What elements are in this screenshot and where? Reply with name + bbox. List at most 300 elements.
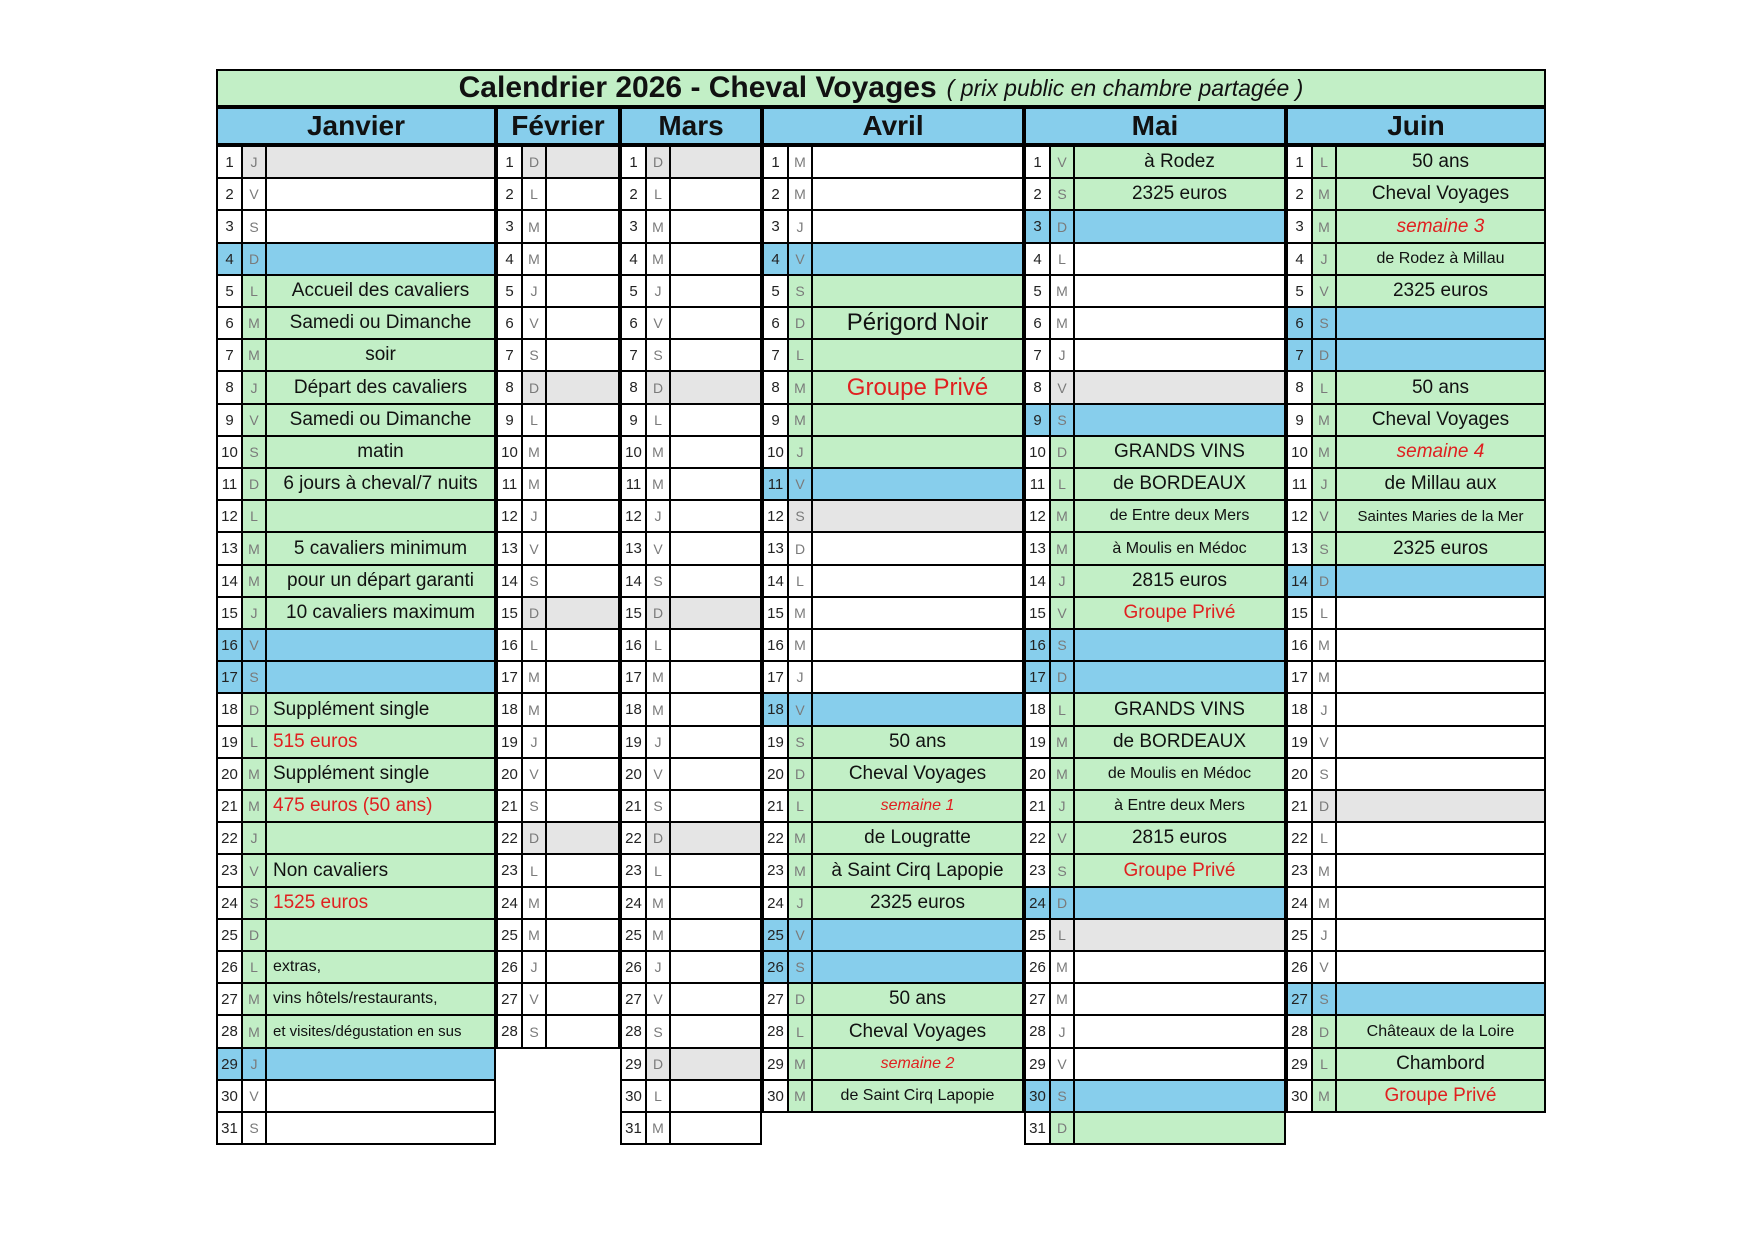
- day-cell-juin-24: [1335, 886, 1546, 920]
- day-number: 27: [1286, 982, 1313, 1016]
- day-number: 12: [620, 499, 647, 533]
- day-cell-juin-20: [1335, 757, 1546, 791]
- day-cell-avril-19: 50 ans: [811, 725, 1024, 759]
- day-number: 24: [620, 886, 647, 920]
- day-cell-fevrier-19: [545, 725, 620, 759]
- day-cell-mai-16: [1073, 628, 1286, 662]
- day-number: 18: [216, 692, 243, 727]
- day-cell-mars-2: [669, 177, 762, 211]
- day-number: 21: [1286, 789, 1313, 823]
- weekday-letter: D: [1311, 338, 1337, 372]
- month-header-mars: Mars: [620, 107, 762, 145]
- day-number: 20: [496, 757, 523, 791]
- day-number: 29: [1024, 1047, 1051, 1081]
- title-main: Calendrier 2026 - Cheval Voyages: [458, 71, 937, 104]
- day-cell-janvier-10: matin: [265, 435, 496, 469]
- day-number: 22: [1286, 821, 1313, 855]
- day-number: 5: [620, 274, 647, 308]
- day-cell-janvier-18: Supplément single: [265, 692, 496, 727]
- day-number: 14: [762, 564, 789, 598]
- day-number: 16: [1024, 628, 1051, 662]
- weekday-letter: L: [241, 725, 267, 759]
- weekday-letter: J: [521, 950, 547, 984]
- day-cell-janvier-25: [265, 918, 496, 952]
- day-cell-mars-18: [669, 692, 762, 727]
- day-number: 1: [620, 145, 647, 179]
- month-header-janvier: Janvier: [216, 107, 496, 145]
- weekday-letter: S: [521, 789, 547, 823]
- day-number: 25: [1024, 918, 1051, 952]
- day-number: 16: [216, 628, 243, 662]
- weekday-letter: S: [787, 950, 813, 984]
- day-number: 14: [620, 564, 647, 598]
- day-cell-avril-1: [811, 145, 1024, 179]
- weekday-letter: L: [645, 853, 671, 888]
- day-cell-avril-11: [811, 467, 1024, 501]
- weekday-letter: L: [1311, 1047, 1337, 1081]
- weekday-letter: J: [1049, 789, 1075, 823]
- day-cell-janvier-12: [265, 499, 496, 533]
- day-cell-mars-12: [669, 499, 762, 533]
- day-number: 7: [620, 338, 647, 372]
- day-number: 26: [1286, 950, 1313, 984]
- weekday-letter: L: [645, 1079, 671, 1113]
- day-cell-mars-26: [669, 950, 762, 984]
- weekday-letter: J: [241, 1047, 267, 1081]
- day-cell-mai-2: 2325 euros: [1073, 177, 1286, 211]
- weekday-letter: J: [1311, 242, 1337, 276]
- day-cell-fevrier-27: [545, 982, 620, 1016]
- day-cell-mars-1: [669, 145, 762, 179]
- day-number: 14: [496, 564, 523, 598]
- day-cell-mai-3: [1073, 209, 1286, 244]
- day-number: 1: [762, 145, 789, 179]
- day-number: 26: [216, 950, 243, 984]
- day-number: 5: [1024, 274, 1051, 308]
- weekday-letter: D: [787, 531, 813, 566]
- day-number: 31: [620, 1111, 647, 1145]
- day-cell-mai-12: de Entre deux Mers: [1073, 499, 1286, 533]
- day-cell-mars-23: [669, 853, 762, 888]
- day-cell-janvier-26: extras,: [265, 950, 496, 984]
- weekday-letter: S: [521, 338, 547, 372]
- weekday-letter: M: [1049, 725, 1075, 759]
- day-number: 15: [1024, 596, 1051, 630]
- weekday-letter: S: [1049, 1079, 1075, 1113]
- day-cell-janvier-27: vins hôtels/restaurants,: [265, 982, 496, 1016]
- day-cell-juin-3: semaine 3: [1335, 209, 1546, 244]
- day-cell-juin-5: 2325 euros: [1335, 274, 1546, 308]
- day-number: 10: [762, 435, 789, 469]
- day-number: 25: [620, 918, 647, 952]
- day-number: 3: [1024, 209, 1051, 244]
- day-cell-fevrier-5: [545, 274, 620, 308]
- weekday-letter: L: [521, 853, 547, 888]
- weekday-letter: M: [645, 692, 671, 727]
- day-cell-avril-28: Cheval Voyages: [811, 1014, 1024, 1049]
- weekday-letter: V: [1049, 1047, 1075, 1081]
- weekday-letter: S: [1049, 177, 1075, 211]
- day-number: 11: [496, 467, 523, 501]
- day-number: 26: [620, 950, 647, 984]
- day-cell-juin-11: de Millau aux: [1335, 467, 1546, 501]
- weekday-letter: J: [645, 499, 671, 533]
- weekday-letter: M: [1311, 853, 1337, 888]
- day-number: 22: [496, 821, 523, 855]
- day-cell-fevrier-15: [545, 596, 620, 630]
- day-number: 15: [1286, 596, 1313, 630]
- day-number: 22: [216, 821, 243, 855]
- weekday-letter: M: [1049, 757, 1075, 791]
- day-cell-mai-6: [1073, 306, 1286, 340]
- weekday-letter: D: [521, 370, 547, 405]
- weekday-letter: L: [521, 403, 547, 437]
- day-number: 8: [1024, 370, 1051, 405]
- day-number: 24: [216, 886, 243, 920]
- weekday-letter: V: [1311, 725, 1337, 759]
- day-cell-mai-14: 2815 euros: [1073, 564, 1286, 598]
- weekday-letter: D: [645, 145, 671, 179]
- day-cell-fevrier-28: [545, 1014, 620, 1049]
- day-cell-mars-5: [669, 274, 762, 308]
- day-number: 17: [496, 660, 523, 694]
- weekday-letter: J: [241, 145, 267, 179]
- day-cell-juin-26: [1335, 950, 1546, 984]
- weekday-letter: M: [1049, 982, 1075, 1016]
- weekday-letter: D: [787, 757, 813, 791]
- weekday-letter: V: [787, 692, 813, 727]
- weekday-letter: J: [645, 274, 671, 308]
- weekday-letter: V: [521, 757, 547, 791]
- day-cell-mars-28: [669, 1014, 762, 1049]
- weekday-letter: M: [787, 1047, 813, 1081]
- weekday-letter: S: [645, 338, 671, 372]
- day-number: 2: [216, 177, 243, 211]
- day-cell-janvier-19: 515 euros: [265, 725, 496, 759]
- day-number: 3: [496, 209, 523, 244]
- weekday-letter: M: [1311, 435, 1337, 469]
- weekday-letter: D: [645, 596, 671, 630]
- weekday-letter: J: [645, 950, 671, 984]
- day-cell-juin-30: Groupe Privé: [1335, 1079, 1546, 1113]
- day-cell-fevrier-1: [545, 145, 620, 179]
- weekday-letter: S: [1311, 982, 1337, 1016]
- day-cell-mai-30: [1073, 1079, 1286, 1113]
- day-number: 7: [1286, 338, 1313, 372]
- day-cell-avril-18: [811, 692, 1024, 727]
- weekday-letter: V: [521, 306, 547, 340]
- day-number: 16: [1286, 628, 1313, 662]
- day-cell-mars-27: [669, 982, 762, 1016]
- day-number: 24: [1286, 886, 1313, 920]
- day-cell-avril-24: 2325 euros: [811, 886, 1024, 920]
- weekday-letter: V: [1049, 821, 1075, 855]
- day-cell-mars-21: [669, 789, 762, 823]
- day-number: 6: [496, 306, 523, 340]
- day-cell-avril-9: [811, 403, 1024, 437]
- day-number: 19: [1024, 725, 1051, 759]
- day-number: 9: [216, 403, 243, 437]
- weekday-letter: S: [787, 725, 813, 759]
- day-cell-avril-12: [811, 499, 1024, 533]
- weekday-letter: S: [645, 564, 671, 598]
- day-cell-janvier-2: [265, 177, 496, 211]
- day-cell-mai-28: [1073, 1014, 1286, 1049]
- day-number: 19: [1286, 725, 1313, 759]
- day-number: 17: [620, 660, 647, 694]
- weekday-letter: M: [1311, 628, 1337, 662]
- month-header-mai: Mai: [1024, 107, 1286, 145]
- day-number: 4: [216, 242, 243, 276]
- weekday-letter: M: [645, 242, 671, 276]
- day-cell-mai-21: à Entre deux Mers: [1073, 789, 1286, 823]
- day-number: 17: [216, 660, 243, 694]
- day-cell-mai-25: [1073, 918, 1286, 952]
- month-header-fevrier: Février: [496, 107, 620, 145]
- day-number: 29: [216, 1047, 243, 1081]
- day-cell-avril-3: [811, 209, 1024, 244]
- day-cell-mai-15: Groupe Privé: [1073, 596, 1286, 630]
- day-number: 8: [1286, 370, 1313, 405]
- day-cell-janvier-14: pour un départ garanti: [265, 564, 496, 598]
- day-cell-avril-2: [811, 177, 1024, 211]
- day-number: 15: [620, 596, 647, 630]
- day-cell-janvier-13: 5 cavaliers minimum: [265, 531, 496, 566]
- day-cell-mars-14: [669, 564, 762, 598]
- weekday-letter: M: [1049, 274, 1075, 308]
- day-number: 17: [1286, 660, 1313, 694]
- day-number: 7: [216, 338, 243, 372]
- day-number: 25: [216, 918, 243, 952]
- title-subtitle: ( prix public en chambre partagée ): [946, 74, 1304, 101]
- day-number: 1: [216, 145, 243, 179]
- calendar-title: [216, 69, 1546, 107]
- weekday-letter: S: [241, 886, 267, 920]
- weekday-letter: V: [1049, 145, 1075, 179]
- weekday-letter: M: [241, 982, 267, 1016]
- day-number: 2: [762, 177, 789, 211]
- weekday-letter: V: [241, 628, 267, 662]
- weekday-letter: V: [241, 177, 267, 211]
- day-number: 5: [1286, 274, 1313, 308]
- day-cell-avril-10: [811, 435, 1024, 469]
- day-number: 9: [1024, 403, 1051, 437]
- day-cell-janvier-6: Samedi ou Dimanche: [265, 306, 496, 340]
- day-number: 2: [620, 177, 647, 211]
- day-cell-fevrier-9: [545, 403, 620, 437]
- day-cell-mars-19: [669, 725, 762, 759]
- weekday-letter: M: [787, 596, 813, 630]
- weekday-letter: S: [241, 435, 267, 469]
- day-number: 28: [762, 1014, 789, 1049]
- day-number: 3: [1286, 209, 1313, 244]
- day-cell-fevrier-23: [545, 853, 620, 888]
- weekday-letter: S: [1049, 628, 1075, 662]
- weekday-letter: V: [787, 467, 813, 501]
- day-number: 30: [216, 1079, 243, 1113]
- weekday-letter: M: [241, 1014, 267, 1049]
- weekday-letter: J: [1311, 918, 1337, 952]
- day-number: 4: [762, 242, 789, 276]
- day-number: 25: [1286, 918, 1313, 952]
- day-cell-fevrier-10: [545, 435, 620, 469]
- day-number: 21: [496, 789, 523, 823]
- weekday-letter: V: [645, 531, 671, 566]
- day-cell-juin-13: 2325 euros: [1335, 531, 1546, 566]
- day-number: 15: [216, 596, 243, 630]
- day-cell-mars-10: [669, 435, 762, 469]
- weekday-letter: M: [1311, 177, 1337, 211]
- day-number: 9: [762, 403, 789, 437]
- day-cell-janvier-28: et visites/dégustation en sus: [265, 1014, 496, 1049]
- day-number: 5: [496, 274, 523, 308]
- weekday-letter: M: [241, 531, 267, 566]
- weekday-letter: M: [1311, 886, 1337, 920]
- day-cell-mai-7: [1073, 338, 1286, 372]
- day-cell-mars-15: [669, 596, 762, 630]
- day-cell-janvier-5: Accueil des cavaliers: [265, 274, 496, 308]
- day-number: 23: [1024, 853, 1051, 888]
- weekday-letter: M: [1049, 499, 1075, 533]
- day-number: 14: [1024, 564, 1051, 598]
- day-number: 3: [762, 209, 789, 244]
- day-number: 4: [496, 242, 523, 276]
- weekday-letter: D: [521, 821, 547, 855]
- weekday-letter: L: [1049, 242, 1075, 276]
- weekday-letter: S: [241, 209, 267, 244]
- day-cell-fevrier-21: [545, 789, 620, 823]
- day-cell-fevrier-8: [545, 370, 620, 405]
- day-number: 8: [496, 370, 523, 405]
- day-cell-avril-4: [811, 242, 1024, 276]
- weekday-letter: J: [787, 886, 813, 920]
- day-cell-avril-15: [811, 596, 1024, 630]
- weekday-letter: J: [241, 370, 267, 405]
- day-cell-fevrier-11: [545, 467, 620, 501]
- day-number: 16: [620, 628, 647, 662]
- day-cell-mars-6: [669, 306, 762, 340]
- weekday-letter: V: [521, 982, 547, 1016]
- day-number: 15: [762, 596, 789, 630]
- weekday-letter: J: [241, 821, 267, 855]
- day-number: 28: [216, 1014, 243, 1049]
- weekday-letter: J: [787, 435, 813, 469]
- day-number: 30: [620, 1079, 647, 1113]
- day-cell-mai-23: Groupe Privé: [1073, 853, 1286, 888]
- day-cell-janvier-21: 475 euros (50 ans): [265, 789, 496, 823]
- weekday-letter: M: [787, 177, 813, 211]
- weekday-letter: L: [241, 499, 267, 533]
- weekday-letter: J: [521, 274, 547, 308]
- day-number: 20: [620, 757, 647, 791]
- day-cell-mai-4: [1073, 242, 1286, 276]
- weekday-letter: L: [1311, 596, 1337, 630]
- day-cell-juin-19: [1335, 725, 1546, 759]
- day-number: 1: [496, 145, 523, 179]
- weekday-letter: M: [645, 467, 671, 501]
- weekday-letter: M: [787, 145, 813, 179]
- weekday-letter: S: [787, 499, 813, 533]
- day-cell-fevrier-12: [545, 499, 620, 533]
- day-cell-janvier-9: Samedi ou Dimanche: [265, 403, 496, 437]
- weekday-letter: M: [241, 789, 267, 823]
- day-number: 24: [762, 886, 789, 920]
- day-cell-janvier-15: 10 cavaliers maximum: [265, 596, 496, 630]
- weekday-letter: L: [521, 628, 547, 662]
- weekday-letter: J: [1049, 1014, 1075, 1049]
- weekday-letter: J: [241, 596, 267, 630]
- day-number: 28: [1286, 1014, 1313, 1049]
- day-number: 28: [496, 1014, 523, 1049]
- day-cell-fevrier-6: [545, 306, 620, 340]
- day-number: 12: [1286, 499, 1313, 533]
- weekday-letter: J: [1049, 338, 1075, 372]
- day-cell-avril-29: semaine 2: [811, 1047, 1024, 1081]
- weekday-letter: M: [645, 918, 671, 952]
- day-number: 10: [1286, 435, 1313, 469]
- day-number: 13: [496, 531, 523, 566]
- day-cell-fevrier-20: [545, 757, 620, 791]
- day-cell-janvier-3: [265, 209, 496, 244]
- weekday-letter: L: [787, 789, 813, 823]
- day-number: 21: [762, 789, 789, 823]
- weekday-letter: L: [241, 950, 267, 984]
- day-number: 2: [1286, 177, 1313, 211]
- day-number: 19: [620, 725, 647, 759]
- day-cell-mars-20: [669, 757, 762, 791]
- weekday-letter: J: [1311, 692, 1337, 727]
- weekday-letter: D: [787, 306, 813, 340]
- day-cell-avril-23: à Saint Cirq Lapopie: [811, 853, 1024, 888]
- day-number: 2: [496, 177, 523, 211]
- weekday-letter: S: [1311, 306, 1337, 340]
- weekday-letter: L: [787, 338, 813, 372]
- weekday-letter: L: [787, 564, 813, 598]
- day-cell-mars-9: [669, 403, 762, 437]
- weekday-letter: V: [241, 853, 267, 888]
- day-cell-janvier-20: Supplément single: [265, 757, 496, 791]
- day-number: 30: [762, 1079, 789, 1113]
- day-cell-janvier-4: [265, 242, 496, 276]
- day-cell-juin-29: Chambord: [1335, 1047, 1546, 1081]
- day-number: 13: [762, 531, 789, 566]
- day-number: 13: [1024, 531, 1051, 566]
- weekday-letter: J: [521, 499, 547, 533]
- day-cell-mai-5: [1073, 274, 1286, 308]
- day-number: 12: [496, 499, 523, 533]
- day-number: 22: [620, 821, 647, 855]
- day-cell-mai-27: [1073, 982, 1286, 1016]
- day-number: 6: [216, 306, 243, 340]
- day-cell-avril-6: Périgord Noir: [811, 306, 1024, 340]
- weekday-letter: D: [1049, 660, 1075, 694]
- day-number: 20: [1024, 757, 1051, 791]
- day-cell-mars-8: [669, 370, 762, 405]
- day-number: 19: [496, 725, 523, 759]
- day-number: 18: [762, 692, 789, 727]
- weekday-letter: S: [521, 564, 547, 598]
- day-cell-janvier-8: Départ des cavaliers: [265, 370, 496, 405]
- day-number: 25: [496, 918, 523, 952]
- day-number: 23: [216, 853, 243, 888]
- day-number: 8: [762, 370, 789, 405]
- day-number: 21: [216, 789, 243, 823]
- day-cell-fevrier-26: [545, 950, 620, 984]
- weekday-letter: D: [1311, 789, 1337, 823]
- day-number: 11: [216, 467, 243, 501]
- weekday-letter: M: [787, 821, 813, 855]
- day-cell-avril-16: [811, 628, 1024, 662]
